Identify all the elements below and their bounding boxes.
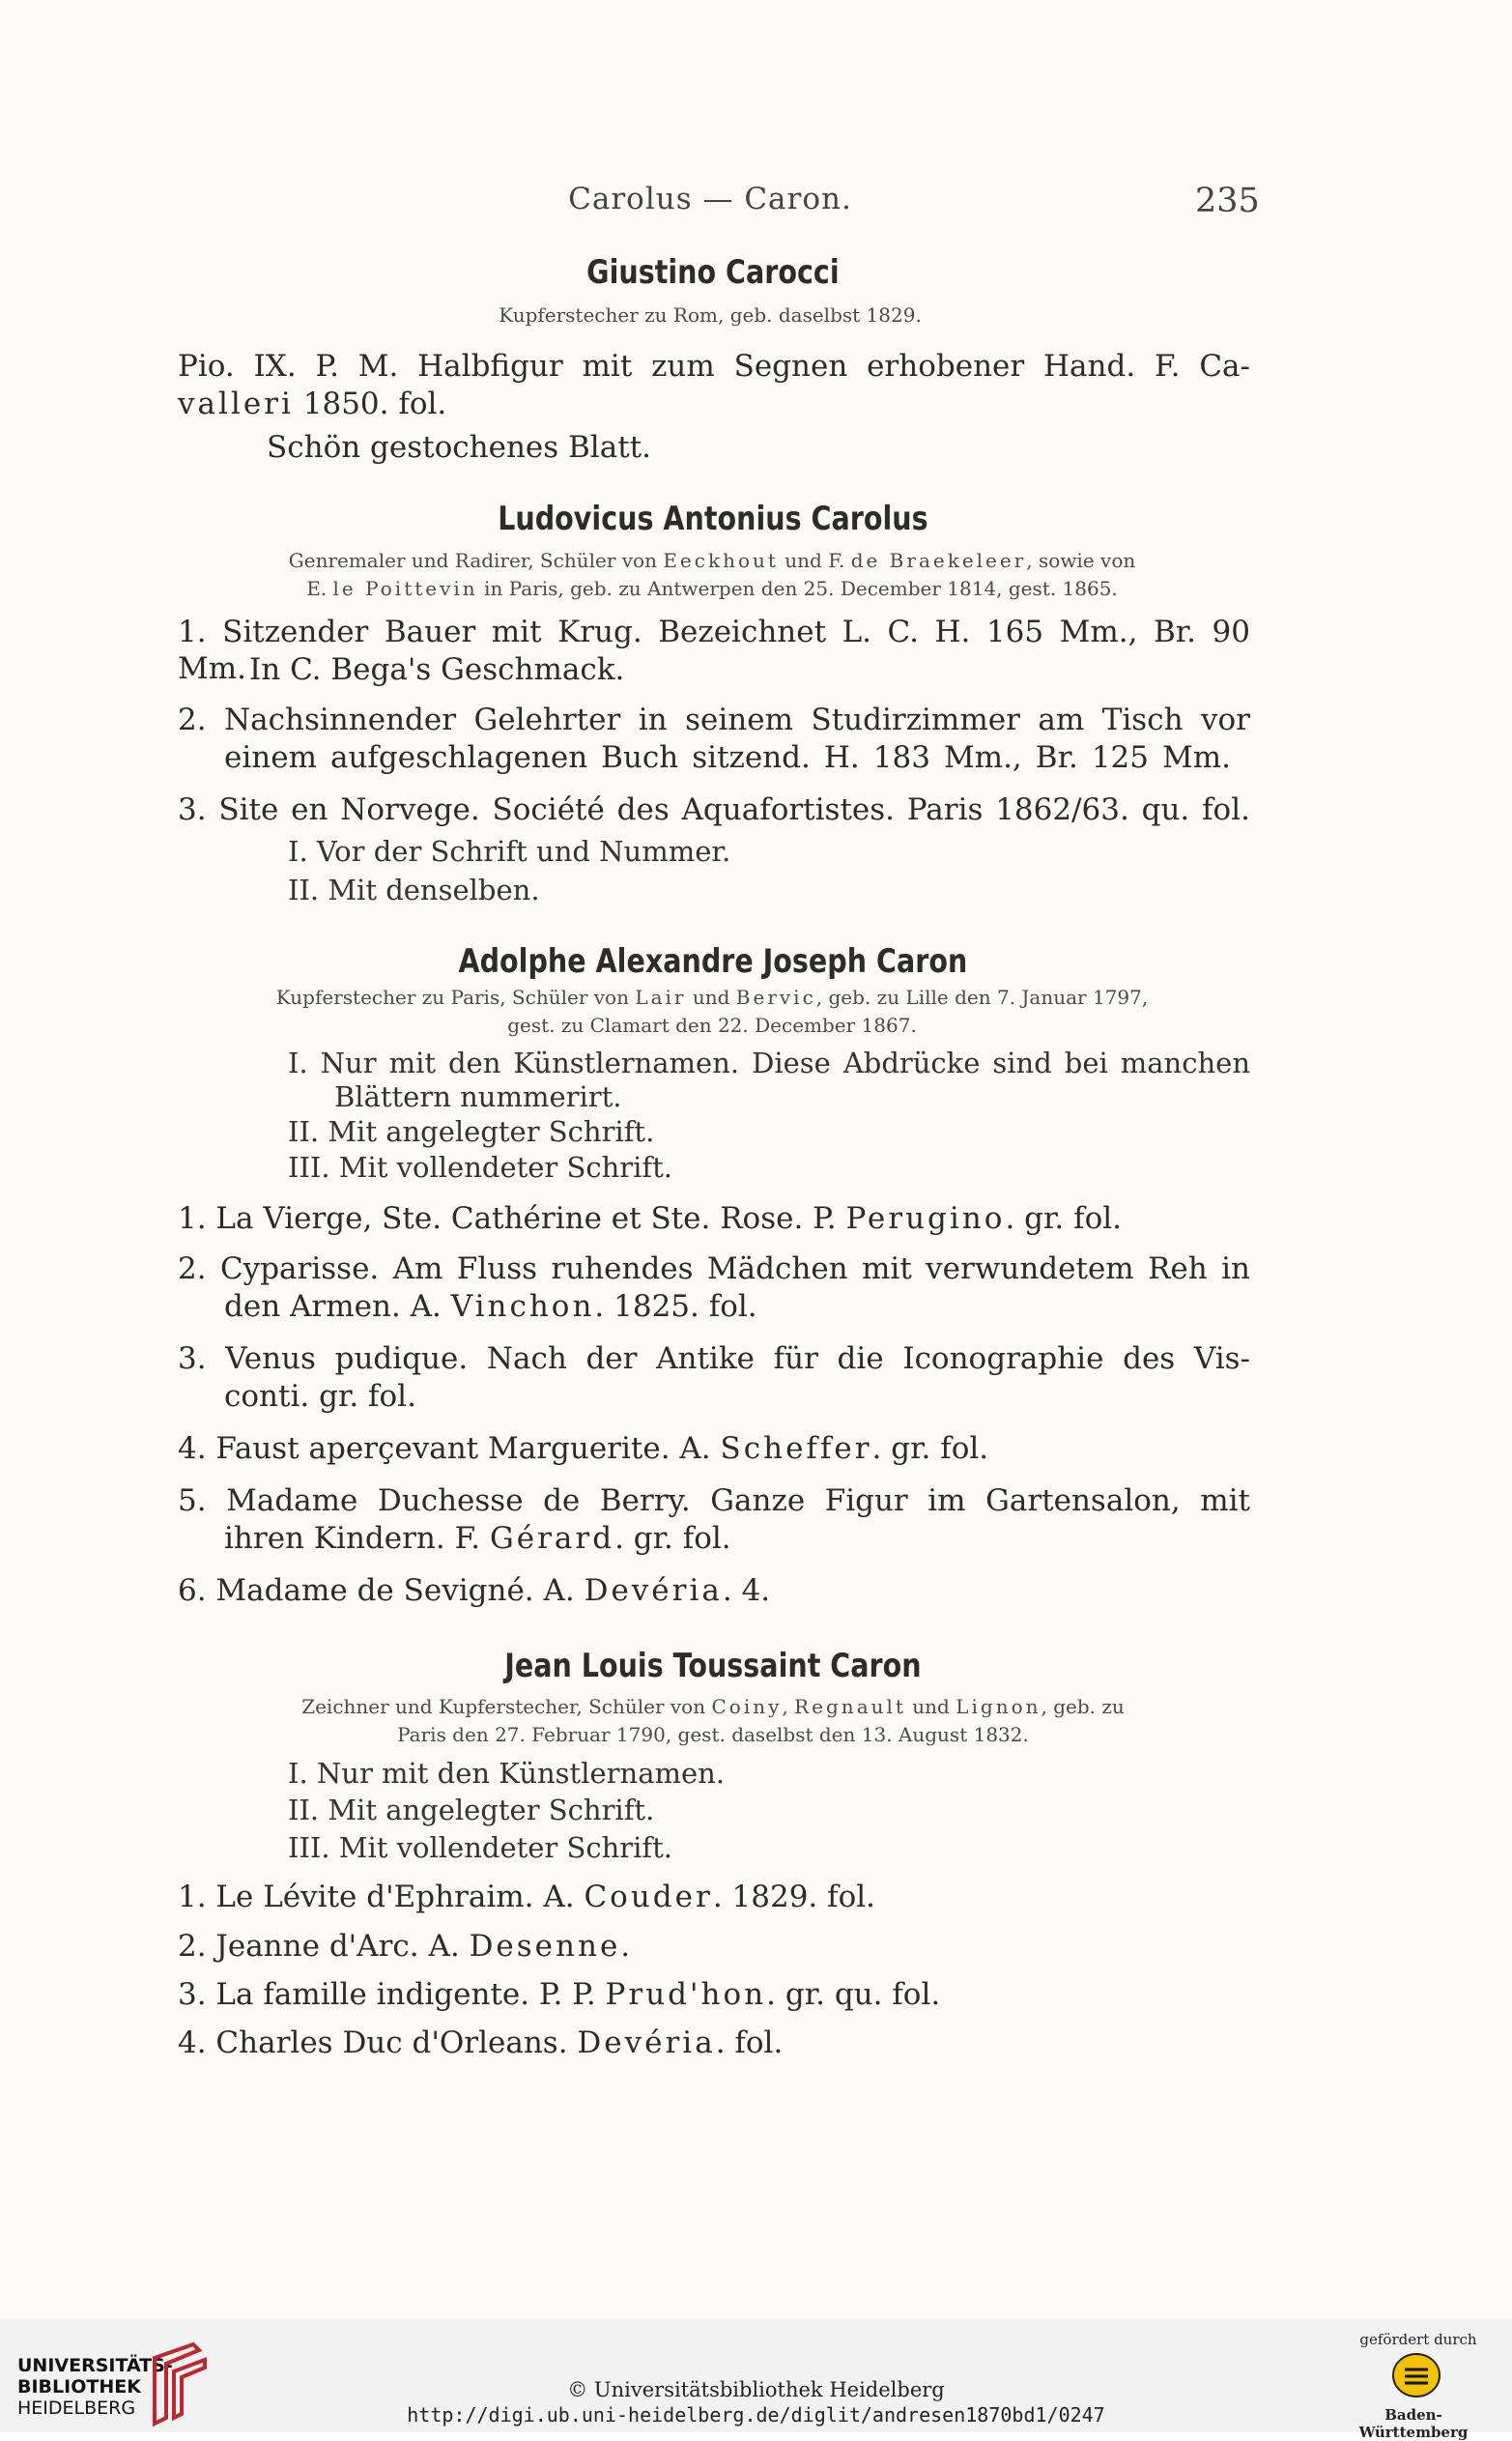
bio-line: gest. zu Clamart den 22. December 1867. <box>507 1014 917 1037</box>
artist-bio-carolus <box>224 547 1200 603</box>
entry-text: 2. Jeanne d'Arc. A. Desenne. <box>178 1929 631 1964</box>
bio-line: Genremaler und Radirer, Schüler von Eeckhout und F. de Braekeleer, sowie von <box>288 549 1136 572</box>
entry-text: 2. Nachsinnender Gelehrter in seinem Studirzimmer am Tisch vor <box>178 703 1250 737</box>
library-name-line: UNIVERSITÄTS- <box>17 2355 173 2376</box>
entry-text: 5. Madame Duchesse de Berry. Ganze Figur im Gartensalon, mit <box>178 1483 1250 1518</box>
entry-text: 3. Site en Norvege. Société des Aquafortistes. Paris 1862/63. qu. fol. <box>178 792 1250 827</box>
artist-heading-carocci: Giustino Carocci <box>586 253 840 292</box>
page-number: 235 <box>1195 182 1260 220</box>
state-text: III. Mit vollendeter Schrift. <box>288 1831 673 1864</box>
sponsor-label: gefördert durch <box>1359 2331 1477 2348</box>
running-title: Carolus — Caron. <box>568 182 852 216</box>
entry-text: Pio. IX. P. M. Halbfigur mit zum Segnen erhobener Hand. F. Ca- <box>178 349 1250 384</box>
bio-line: Paris den 27. Februar 1790, gest. daselbst den 13. August 1832. <box>397 1723 1029 1746</box>
entry-text: 4. Charles Duc d'Orleans. Devéria. fol. <box>178 2025 784 2060</box>
entry-text: 1. La Vierge, Ste. Cathérine et Ste. Rose. P. Perugino. gr. fol. <box>178 1201 1123 1236</box>
artist-bio-caron-jlt <box>224 1693 1202 1749</box>
library-name-line: HEIDELBERG <box>17 2398 136 2419</box>
bio-line: E. le Poittevin in Paris, geb. zu Antwerpen den 25. December 1814, gest. 1865. <box>306 577 1118 600</box>
sponsor-name: Baden-Württemberg <box>1358 2406 1469 2441</box>
state-text: III. Mit vollendeter Schrift. <box>288 1151 673 1184</box>
state-text: II. Mit denselben. <box>288 874 540 906</box>
artist-heading-caron-aj: Adolphe Alexandre Joseph Caron <box>458 942 968 981</box>
bio-line: Zeichner und Kupferstecher, Schüler von Coiny, Regnault und Lignon, geb. zu <box>301 1695 1125 1718</box>
library-name-line: BIBLIOTHEK <box>17 2376 141 2398</box>
state-text: II. Mit angelegter Schrift. <box>288 1115 655 1148</box>
entry-remark: Schön gestochenes Blatt. <box>267 430 651 465</box>
permalink-url[interactable]: http://digi.ub.uni-heidelberg.de/diglit/andresen1870bd1/0247 <box>407 2403 1105 2427</box>
entry-text: 2. Cyparisse. Am Fluss ruhendes Mädchen mit verwundetem Reh in <box>178 1251 1250 1286</box>
entry-text: In C. Bega's Geschmack. <box>249 652 625 687</box>
state-coat-of-arms-icon <box>1391 2350 1441 2400</box>
entry-text: 1. Le Lévite d'Ephraim. A. Couder. 1829. fol. <box>178 1880 876 1914</box>
entry-text: 4. Faust aperçevant Marguerite. A. Scheffer. gr. fol. <box>178 1431 989 1466</box>
artist-heading-carolus: Ludovicus Antonius Carolus <box>498 500 928 538</box>
entry-text: 6. Madame de Sevigné. A. Devéria. 4. <box>178 1573 771 1608</box>
copyright-notice: © Universitätsbibliothek Heidelberg <box>567 2378 945 2401</box>
state-text: I. Nur mit den Künstlernamen. <box>288 1757 726 1790</box>
entry-text: valleri 1850. fol. <box>178 387 447 421</box>
state-text: I. Vor der Schrift und Nummer. <box>288 835 731 868</box>
entry-text: den Armen. A. Vinchon. 1825. fol. <box>224 1289 757 1324</box>
artist-bio-carocci: Kupferstecher zu Rom, geb. daselbst 1829. <box>499 303 922 327</box>
entry-text: 3. La famille indigente. P. P. Prud'hon. gr. qu. fol. <box>178 1977 941 2012</box>
artist-bio-caron-aj <box>214 984 1210 1040</box>
bio-line: Kupferstecher zu Paris, Schüler von Lair und Bervic, geb. zu Lille den 7. Januar 1797, <box>275 986 1149 1009</box>
entry-text: 1. Sitzender Bauer mit Krug. Bezeichnet L. C. H. 165 Mm., Br. 90 Mm. <box>178 615 1250 686</box>
state-text: I. Nur mit den Künstlernamen. Diese Abdrücke sind bei manchen <box>288 1047 1250 1079</box>
state-text: II. Mit angelegter Schrift. <box>288 1794 655 1826</box>
state-text: Blättern nummerirt. <box>334 1080 622 1113</box>
entry-text: ihren Kindern. F. Gérard. gr. fol. <box>224 1521 731 1556</box>
entry-text: einem aufgeschlagenen Buch sitzend. H. 183 Mm., Br. 125 Mm. <box>224 740 1231 775</box>
entry-text: conti. gr. fol. <box>224 1379 416 1414</box>
entry-text: 3. Venus pudique. Nach der Antike für die Iconographie des Vis- <box>178 1341 1250 1376</box>
artist-heading-caron-jlt: Jean Louis Toussaint Caron <box>504 1647 922 1685</box>
